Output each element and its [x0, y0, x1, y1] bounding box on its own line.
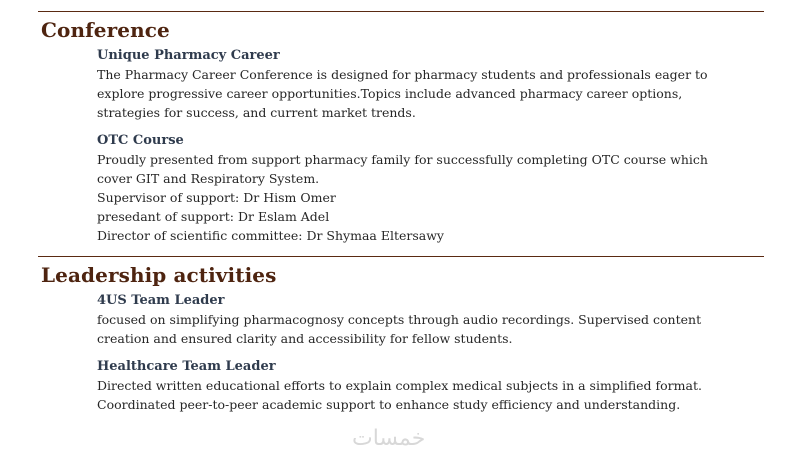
- entry-4us-team-leader: [97, 291, 764, 348]
- entry-line: strategies for success, and current market trends.: [97, 105, 416, 120]
- entry-line: cover GIT and Respiratory System.: [97, 171, 320, 186]
- entry-unique-pharmacy-career: [97, 46, 764, 122]
- entry-line: creation and ensured clarity and accessibility for fellow students.: [97, 331, 513, 346]
- entry-line: explore progressive career opportunities.Topics include advanced pharmacy career options,: [97, 86, 683, 101]
- conference-section: [38, 11, 764, 245]
- entry-otc-course: [97, 131, 764, 245]
- entry-line: focused on simplifying pharmacognosy concepts through audio recordings. Supervised content: [97, 312, 702, 327]
- section-divider: [38, 256, 764, 257]
- entry-line: Supervisor of support: Dr Hism Omer: [97, 190, 336, 205]
- entry-healthcare-team-leader: [97, 357, 764, 414]
- section-title: Leadership activities: [41, 263, 277, 287]
- entry-title: Unique Pharmacy Career: [97, 48, 280, 63]
- entry-line: Coordinated peer-to-peer academic support to enhance study efficiency and understanding.: [97, 397, 681, 412]
- section-title: Conference: [41, 18, 170, 42]
- entry-line: presedant of support: Dr Eslam Adel: [97, 209, 330, 224]
- entry-line: Directed written educational efforts to explain complex medical subjects in a simplified format.: [97, 378, 702, 393]
- leadership-section: [38, 256, 764, 414]
- entry-title: Healthcare Team Leader: [97, 359, 276, 374]
- entry-line: The Pharmacy Career Conference is designed for pharmacy students and professionals eager to: [97, 67, 708, 82]
- entry-title: 4US Team Leader: [97, 293, 225, 308]
- section-divider: [38, 11, 764, 12]
- watermark-logo: خمسات: [352, 426, 426, 451]
- entry-line: Director of scientific committee: Dr Shymaa Eltersawy: [97, 228, 444, 243]
- entry-line: Proudly presented from support pharmacy family for successfully completing OTC course which: [97, 152, 708, 167]
- entry-title: OTC Course: [97, 133, 184, 148]
